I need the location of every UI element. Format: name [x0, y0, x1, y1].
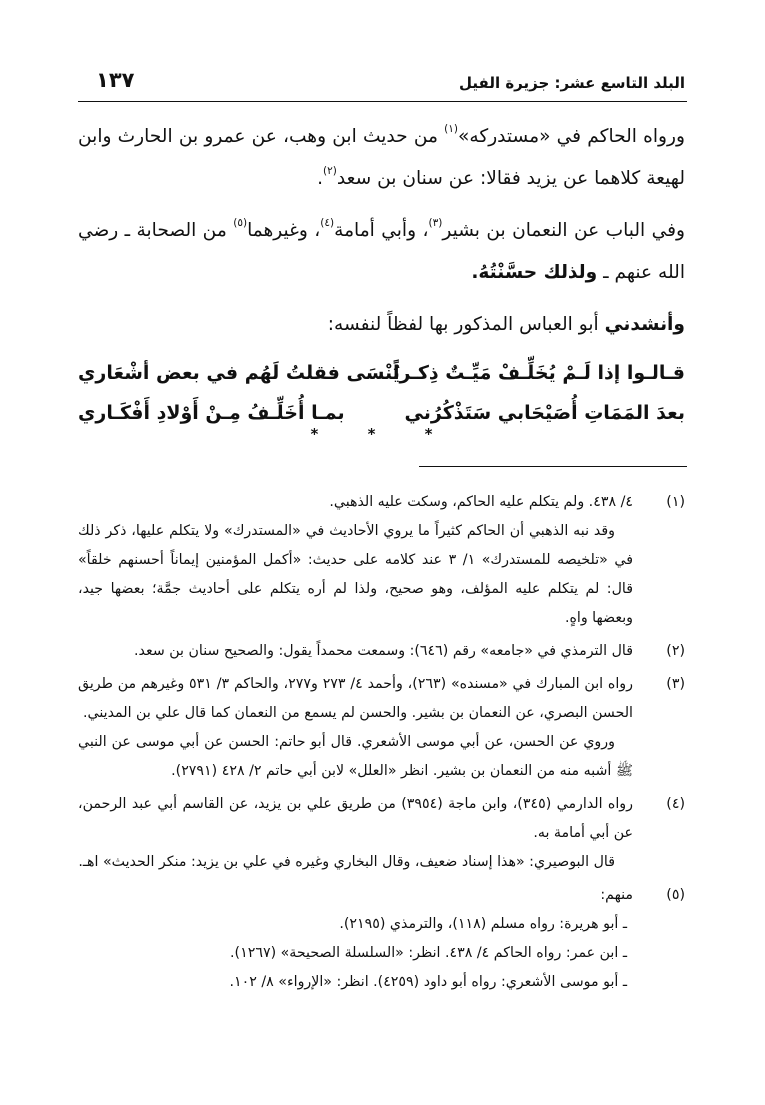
poem [78, 352, 685, 432]
paragraph-3 [78, 304, 685, 346]
poem-second-hemistich: بمـا أُخَلِّـفُ مِـنْ أَوْلادِ أَفْكَـاري [78, 402, 345, 424]
footnote-rule [419, 466, 687, 467]
text-run: ، وأبي أمامة [334, 220, 429, 241]
footnote-text: قال البوصيري: «هذا إسناد ضعيف، وقال البخاري وغيره في علي بن يزيد: منكر الحديث» اهـ. [78, 854, 615, 870]
footnote [78, 488, 685, 633]
footnote-text: رواه الدارمي (٣٤٥)، وابن ماجة (٣٩٥٤) من طريق علي بن يزيد، عن القاسم أبي عبد الرحمن، عن أبي أمامة به. [78, 796, 634, 841]
footnote-text: قال الترمذي في «جامعه» رقم (٦٤٦): وسمعت محمداً يقول: والصحيح سنان بن سعد. [134, 643, 633, 659]
section-separator-stars: * * * [310, 425, 455, 443]
footnote-number: (٢) [666, 643, 685, 659]
page-number: ١٣٧ [96, 68, 135, 92]
footnote-ref: (١) [444, 122, 458, 135]
paragraph-2 [78, 210, 685, 294]
paragraph-1 [78, 116, 685, 200]
footnote-number: (٥) [666, 887, 685, 903]
footnote-text: رواه ابن المبارك في «مسنده» (٢٦٣)، وأحمد ٤/ ٢٧٣ و٢٧٧، والحاكم ٣/ ٥٣١ وغيرهم من طريق الحسن البصري، عن النعمان بن بشير. والحسن لم يسمع من النعمان كما قال علي بن المديني. [78, 676, 633, 721]
text-run: ورواه الحاكم في «مستدركه» [458, 126, 685, 147]
footnote-number: (٣) [666, 676, 685, 692]
footnote [78, 637, 685, 666]
footnote [78, 790, 685, 877]
text-run: ، وغيرهما [247, 220, 321, 241]
footnote-ref: (٣) [428, 216, 443, 229]
footnote [78, 881, 685, 997]
poem-first-hemistich: قـالـوا إذا لَـمْ يُخَلِّـفْ مَيِّـتٌ ذِكـراً [393, 362, 685, 384]
bold-text-run: وأنشدني [604, 314, 685, 335]
poem-second-hemistich: يُنْسَى فقلتُ لَهُم في بعض أشْعَاري [78, 362, 400, 384]
footnote [78, 670, 685, 786]
page-header [82, 64, 685, 102]
footnote-number: (١) [666, 494, 685, 510]
footnote-ref: (٢) [323, 164, 337, 177]
text-run: من حديث ابن وهب، عن عمرو بن الحارث وابن لهيعة كلاهما عن يزيد فقالا: عن سنان بن سعد [78, 126, 685, 189]
poem-line [78, 352, 685, 392]
text-run: وفي الباب عن النعمان بن بشير [442, 220, 685, 241]
list-item: ـ أبو موسى الأشعري: رواه أبو داود (٤٢٥٩). انظر: «الإرواء» ٨/ ١٠٢. [229, 974, 627, 990]
bold-text-run: ولذلك حسَّنْتُهُ. [471, 262, 598, 283]
header-rule [78, 101, 687, 102]
footnote-ref: (٥) [233, 216, 248, 229]
footnote-text: وقد نبه الذهبي أن الحاكم كثيراً ما يروي الأحاديث في «المستدرك» ولا يتكلم عليها، ذكر ذلك في «تلخيصه للمستدرك» ١/ ٣ عند كلامه على حديث: «أكمل المؤمنين إيماناً أحسنهم خلقاً» قال: لم يتكلم عليه المؤلف، وهو صحيح، ولذا لم أره يتكلم على أحاديث جمَّة؛ بعضها جيد، وبعضها واهٍ. [78, 523, 633, 626]
text-run: . [317, 168, 324, 189]
list-item: ـ أبو هريرة: رواه مسلم (١١٨)، والترمذي (٢١٩٥). [339, 916, 627, 932]
text-run: أبو العباس المذكور بها لفظاً لنفسه: [327, 314, 605, 335]
list-item: ـ ابن عمر: رواه الحاكم ٤/ ٤٣٨. انظر: «السلسلة الصحيحة» (١٢٦٧). [230, 945, 627, 961]
main-text [78, 116, 685, 432]
footnote-text: منهم: [600, 887, 633, 903]
poem-first-hemistich: بعدَ المَمَاتِ أُصَيْحَابي سَتَذْكُرُني [404, 402, 685, 424]
footnote-text: ٤/ ٤٣٨. ولم يتكلم عليه الحاكم، وسكت عليه الذهبي. [329, 494, 633, 510]
text-run: من الصحابة ـ رضي الله عنهم ـ [78, 220, 685, 283]
footnote-number: (٤) [666, 796, 685, 812]
footnote-list [78, 910, 633, 997]
footnote-ref: (٤) [320, 216, 335, 229]
footnote-text: وروي عن الحسن، عن أبي موسى الأشعري. قال أبو حاتم: الحسن عن أبي موسى عن النبي ﷺ أشبه منه من النعمان بن بشير. انظر «العلل» لابن أبي حاتم ٢/ ٤٢٨ (٢٧٩١). [78, 734, 633, 779]
running-title: البلد التاسع عشر: جزيرة الفيل [459, 74, 685, 92]
footnotes [78, 488, 685, 997]
